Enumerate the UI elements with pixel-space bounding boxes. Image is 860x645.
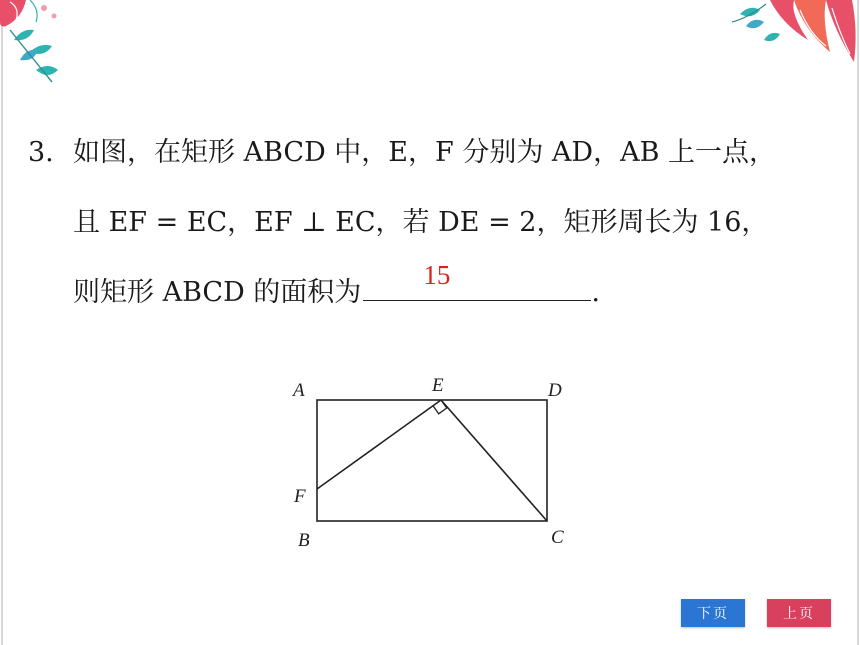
question-line-3 bbox=[28, 258, 776, 328]
label-e: E bbox=[432, 375, 444, 396]
label-f: F bbox=[294, 486, 306, 507]
segment-ec bbox=[441, 400, 547, 521]
answer-blank bbox=[363, 260, 591, 301]
label-b: B bbox=[298, 530, 310, 551]
question-end-period: . bbox=[591, 277, 600, 308]
label-d: D bbox=[548, 380, 562, 401]
rectangle-abcd bbox=[317, 400, 547, 521]
question-number: 3. bbox=[28, 137, 54, 168]
previous-page-button[interactable]: 上页 bbox=[767, 599, 831, 627]
answer-text: 15 bbox=[423, 260, 451, 290]
next-page-button[interactable]: 下页 bbox=[681, 599, 745, 627]
geometry-figure bbox=[280, 365, 580, 555]
question-block bbox=[28, 118, 776, 328]
floral-decoration-right-icon bbox=[730, 0, 860, 90]
question-text-line-3: 则矩形 ABCD 的面积为 bbox=[73, 277, 362, 308]
question-text-line-2: 且 EF = EC，EF ⊥ EC，若 DE = 2，矩形周长为 16， bbox=[73, 207, 769, 238]
question-line-2 bbox=[28, 188, 776, 258]
label-a: A bbox=[293, 380, 305, 401]
floral-decoration-left-icon bbox=[0, 0, 80, 90]
label-c: C bbox=[551, 527, 564, 548]
question-text-line-1: 如图，在矩形 ABCD 中，E，F 分别为 AD，AB 上一点， bbox=[73, 137, 776, 168]
right-angle-marker bbox=[433, 400, 447, 414]
segment-ef bbox=[317, 400, 441, 489]
question-line-1 bbox=[28, 118, 776, 188]
